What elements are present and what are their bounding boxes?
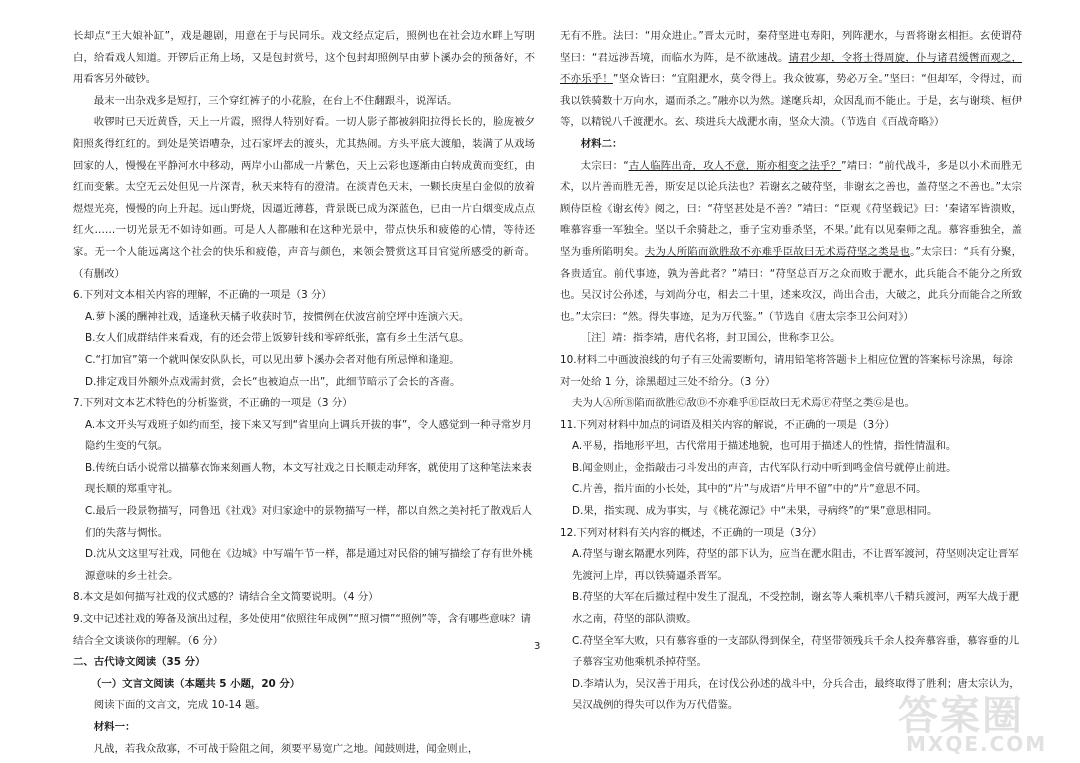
material-1-text: 凡战，若我众敌寡，不可战于险阻之间，须要平易宽广之地。闻鼓则进，闻金则止， — [93, 742, 479, 755]
question-7: 7.下列对文本艺术特色的分析鉴赏，不正确的一项是（3 分） — [73, 397, 353, 410]
question-6-option-b: B.女人们成群结伴来看戏，有的还会带上饭箩针线和零碎纸张，富有乡土生活气息。 — [85, 332, 470, 345]
question-9: 9.文中记述社戏的筹备及演出过程，多处使用“依照往年成例”“照习惯”“照例”等，含有哪些意味？请结合全文谈谈你的理解。（6 分） — [73, 613, 531, 647]
question-6: 6.下列对文本相关内容的理解，不正确的一项是（3 分） — [73, 289, 332, 302]
material-2-text-a: 太宗曰：“ — [580, 159, 629, 172]
question-11-option-b: B.闻金则止，金指敲击刁斗发出的声音，古代军队行动中听到鸣金信号就停止前进。 — [572, 461, 957, 474]
material-2-wavy-sentence: 夫为人所陷而欲胜敌不亦难乎臣故曰无术焉苻坚之类是也 — [644, 245, 911, 258]
watermark-subtext: MXQE.COM — [906, 732, 1048, 756]
question-12: 12.下列对材料有关内容的概述，不正确的一项是（3分） — [560, 526, 823, 539]
question-11-option-c: C.片善，指片面的小长处，其中的“片”与成语“片甲不留”中的“片”意思不同。 — [572, 483, 927, 496]
question-6-option-c: C.“打加官”第一个就叫保安队队长，可以见出萝卜溪办会者对他有所忌惮和逢迎。 — [85, 353, 460, 366]
right-column — [560, 26, 1022, 717]
material-1-continued — [560, 26, 1022, 134]
material-2-underlined-1: 古人临阵出奇，攻人不意，斯亦相变之法乎？ — [628, 159, 842, 172]
question-7-option-d: D.沈从文这里写社戏，同他在《边城》中写端午节一样，都是通过对民俗的铺写描绘了存有世外桃源意味的乡土社会。 — [85, 548, 533, 582]
material-1-text-b: ”坚众皆曰：“宜阻淝水，莫令得上。我众彼寡，势必万全。”坚曰：“但却军，令得过，而我以铁骑数十万向水，逼而杀之。”融亦以为然。遂麾兵却，众因乱而不能止。于是，玄与谢琰、桓伊等，以精锐八千渡淝水。玄、琰进兵大战淝水南，坚众大溃。（节选自《百战奇略》） — [560, 73, 1022, 129]
subsection-1-heading: （一）文言文阅读（本题共 5 小题，20 分） — [91, 677, 301, 690]
question-10-sentence: 夫为人Ⓐ所Ⓑ陷而欲胜Ⓒ敌Ⓓ不亦难乎Ⓔ臣故曰无术焉Ⓕ苻坚之类Ⓖ是也。 — [572, 397, 915, 410]
question-12-option-c: C.苻坚全军大败，只有慕容垂的一支部队得到保全，苻坚带领残兵千余人投奔慕容垂，慕容垂的儿子慕容宝劝他乘机杀掉苻坚。 — [572, 634, 1019, 669]
question-6-option-d: D.排定戏目外额外点戏需封赏，会长“也被迫点一出”，此细节暗示了会长的吝啬。 — [85, 375, 461, 388]
reading-instruction: 阅读下面的文言文，完成 10-14 题。 — [93, 699, 266, 712]
question-6-option-a: A.萝卜溪的酬神社戏，适逢秋天橘子收获时节，按惯例在伏波宫前空坪中连演六天。 — [85, 310, 470, 323]
passage-paragraph-3: 收锣时已天近黄昏，天上一片霞，照得人特别好看。一切人影子都被斜阳拉得长长的，脸庞被夕阳照炙得红红的。到处是笑语嘈杂，过石家坪去的渡头，尤其热闹。方头平底大渡船，装满了从戏场回家的人，慢慢在平静河水中移动，两岸小山都成一片紫色，天上云彩也逐渐由白转成黄而变红，由红而变紫。太空无云处但见一片深青，秋天来特有的澄清。在淡青色天末，一颗长庚星白金似的放着煜煜光亮，慢慢的向上升起。远山野烧，因逼近薄暮，背景既已成为深蓝色，已由一片白烟变成点点红火……一切光景无不如诗如画。可是人人都融和在这种光景中，带点快乐和疲倦的心情，等待还家。无一个人能远离这个社会的快乐和疲倦，声音与颜色，来领会赞赏这耳目官觉所感受的新奇。（有删改） — [73, 116, 535, 280]
left-column — [73, 26, 535, 760]
annotation-note: ［注］靖：指李靖，唐代名将，封卫国公，世称李卫公。 — [580, 332, 841, 345]
material-2-text — [560, 156, 1022, 329]
question-12-option-a: A.苻坚与谢玄隔淝水列阵，苻坚的部下认为，应当在淝水阻击，不让晋军渡河，苻坚则决定让晋军先渡河上岸，再以铁骑逼杀晋军。 — [572, 548, 1019, 582]
section-2-heading: 二、古代诗文阅读（35 分） — [73, 656, 206, 669]
question-7-option-c: C.最后一段景物描写，同鲁迅《社戏》对归家途中的景物描写一样，都以自然之美衬托了散戏后人们的失落与惆怅。 — [85, 505, 532, 539]
passage-paragraph-1: 长却点“王大娘补缸”，戏是趣剧，用意在于与民同乐。戏文经点定后，照例也在社会边水畔上写明白，给看戏人知道。开锣后正角上场，又是包封赏号，这个包封却照例早由萝卜溪办会的预备好，不用看客另外破钞。 — [73, 30, 535, 86]
watermark-text: 答案圈 — [898, 693, 1024, 739]
question-7-option-b: B.传统白话小说常以描摹衣饰来刻画人物，本文写社戏之日长顺走动拜客，就使用了这种笔法来表现长顺的郑重守礼。 — [85, 461, 532, 496]
question-11-option-a: A.平易，指地形平坦，古代常用于描述地貌，也可用于描述人的性情，指性情温和。 — [572, 440, 957, 453]
material-2-text-b: ”靖曰：“前代战斗，多是以小术而胜无术，以片善而胜无善，斯安足以论兵法也？若谢玄之破苻坚，非谢玄之善也，盖苻坚之不善也。”太宗顾侍臣检《谢玄传》阅之，曰：“苻坚甚处是不善？”靖曰：“臣观《苻坚载记》曰：‘秦诸军皆溃败，唯慕容垂一军独全。坚以千余骑赴之，垂子宝劝垂杀坚，不果。’此有以见秦师之乱。慕容垂独全，盖坚为垂所陷明矣。 — [560, 159, 1023, 258]
question-8: 8.本文是如何描写社戏的仪式感的？请结合全文简要说明。（4 分） — [73, 591, 379, 604]
question-7-option-a: A.本文开头写戏班子如约而至，接下来又写到“省里向上调兵开拔的事”，令人感觉到一种寻常岁月隐约生变的气氛。 — [85, 418, 533, 453]
question-11-option-d: D.果，指实现、成为事实，与《桃花源记》中“未果，寻病终”的“果”意思相同。 — [572, 505, 938, 518]
question-12-option-b: B.苻坚的大军在后撤过程中发生了混乱，不受控制，谢玄等人乘机率八千精兵渡河，两军大战于淝水之南，苻坚的部队溃败。 — [572, 591, 1019, 626]
passage-paragraph-2: 最末一出杂戏多是短打，三个穿红裤子的小花脸，在台上不住翻跟斗，说浑话。 — [93, 94, 458, 107]
question-11: 11.下列对材料中加点的词语及相关内容的解说，不正确的一项是（3分） — [560, 418, 895, 431]
material-1-underlined-sentence: 请君少却，令将士得周旋，仆与诸君缓辔而观之，不亦乐乎！ — [560, 51, 1022, 86]
watermark-logo — [892, 682, 1072, 760]
material-2-text-c: 。”太宗曰：“兵有分聚，各贵适宜。前代事迹，孰为善此者？”靖曰：“苻坚总百万之众而败于淝水，此兵能合不能分之所致也。吴汉讨公孙述，与刘尚分屯，相去二十里，述来攻汉，尚出合击，大破之，此兵分而能合之所致也。”太宗曰：“然。得失事迹，足为万代鉴。”（节选自《唐太宗李卫公问对》） — [560, 245, 1022, 323]
page-number: 3 — [534, 641, 541, 652]
material-2-label: 材料二： — [580, 137, 623, 150]
question-10: 10.材料二中画波浪线的句子有三处需要断句，请用铅笔将答题卡上相应位置的答案标号涂黑，每涂对一处给 1 分，涂黑超过三处不给分。（3 分） — [560, 353, 1013, 388]
material-1-label: 材料一： — [93, 721, 136, 733]
question-12-option-d: D.李靖认为，吴汉善于用兵，在讨伐公孙述的战斗中，分兵合击，最终取得了胜利；唐太宗认为，吴汉战例的得失可以作为万代借鉴。 — [572, 677, 1020, 712]
material-1-text-a: 无有不胜。法曰：“用众进止。”晋太元时，秦苻坚进屯寿阳，列阵淝水，与晋将谢玄相拒。玄使谓苻坚曰：“君远涉吾境，而临水为阵，是不欲速战。 — [560, 30, 1022, 64]
